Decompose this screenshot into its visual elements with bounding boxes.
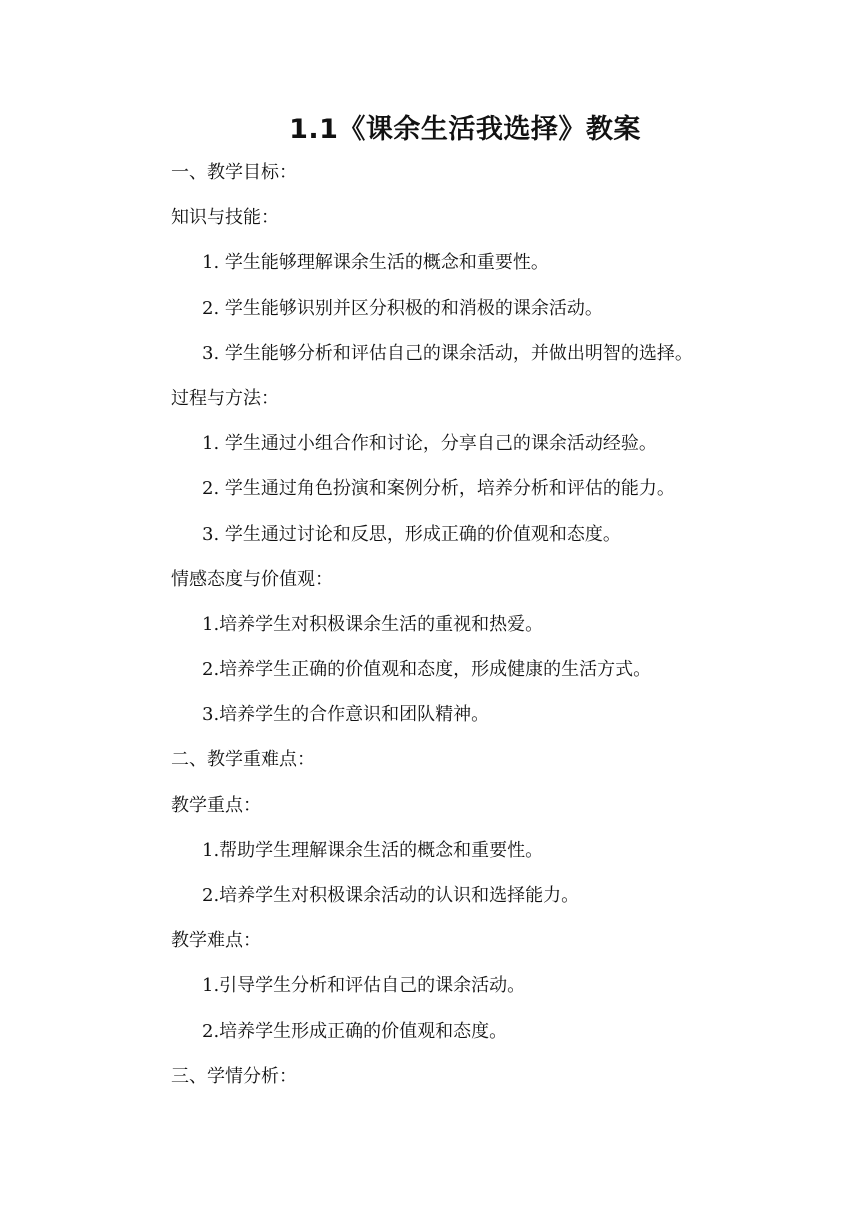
list-item: 1.培养学生对积极课余生活的重视和热爱。 — [202, 613, 544, 635]
list-item: 3.培养学生的合作意识和团队精神。 — [202, 704, 490, 726]
section-heading: 三、学情分析： — [171, 1065, 297, 1087]
section-heading: 一、教学目标： — [171, 162, 297, 183]
list-item: 1. 学生能够理解课余生活的概念和重要性。 — [202, 252, 549, 274]
section-heading: 情感态度与价值观： — [171, 568, 333, 590]
list-item: 2.培养学生正确的价值观和态度，形成健康的生活方式。 — [202, 659, 652, 681]
section-heading: 知识与技能： — [171, 207, 279, 229]
section-heading: 二、教学重难点： — [171, 749, 315, 771]
list-item: 2.培养学生形成正确的价值观和态度。 — [202, 1020, 508, 1042]
list-item: 1.帮助学生理解课余生活的概念和重要性。 — [202, 839, 544, 861]
list-item: 3. 学生通过讨论和反思，形成正确的价值观和态度。 — [202, 523, 621, 545]
section-heading: 教学难点： — [171, 930, 261, 952]
list-item: 1.引导学生分析和评估自己的课余活动。 — [202, 975, 526, 997]
list-item: 2. 学生能够识别并区分积极的和消极的课余活动。 — [202, 297, 603, 319]
list-item: 2.培养学生对积极课余活动的认识和选择能力。 — [202, 885, 580, 906]
list-item: 2. 学生通过角色扮演和案例分析，培养分析和评估的能力。 — [202, 478, 675, 500]
list-item: 1. 学生通过小组合作和讨论，分享自己的课余活动经验。 — [202, 433, 657, 455]
section-heading: 教学重点： — [171, 794, 261, 816]
list-item: 3. 学生能够分析和评估自己的课余活动，并做出明智的选择。 — [202, 342, 693, 364]
document-body — [171, 150, 771, 1099]
document-title: 1.1《课余生活我选择》教案 — [289, 114, 641, 145]
section-heading: 过程与方法： — [171, 387, 279, 409]
